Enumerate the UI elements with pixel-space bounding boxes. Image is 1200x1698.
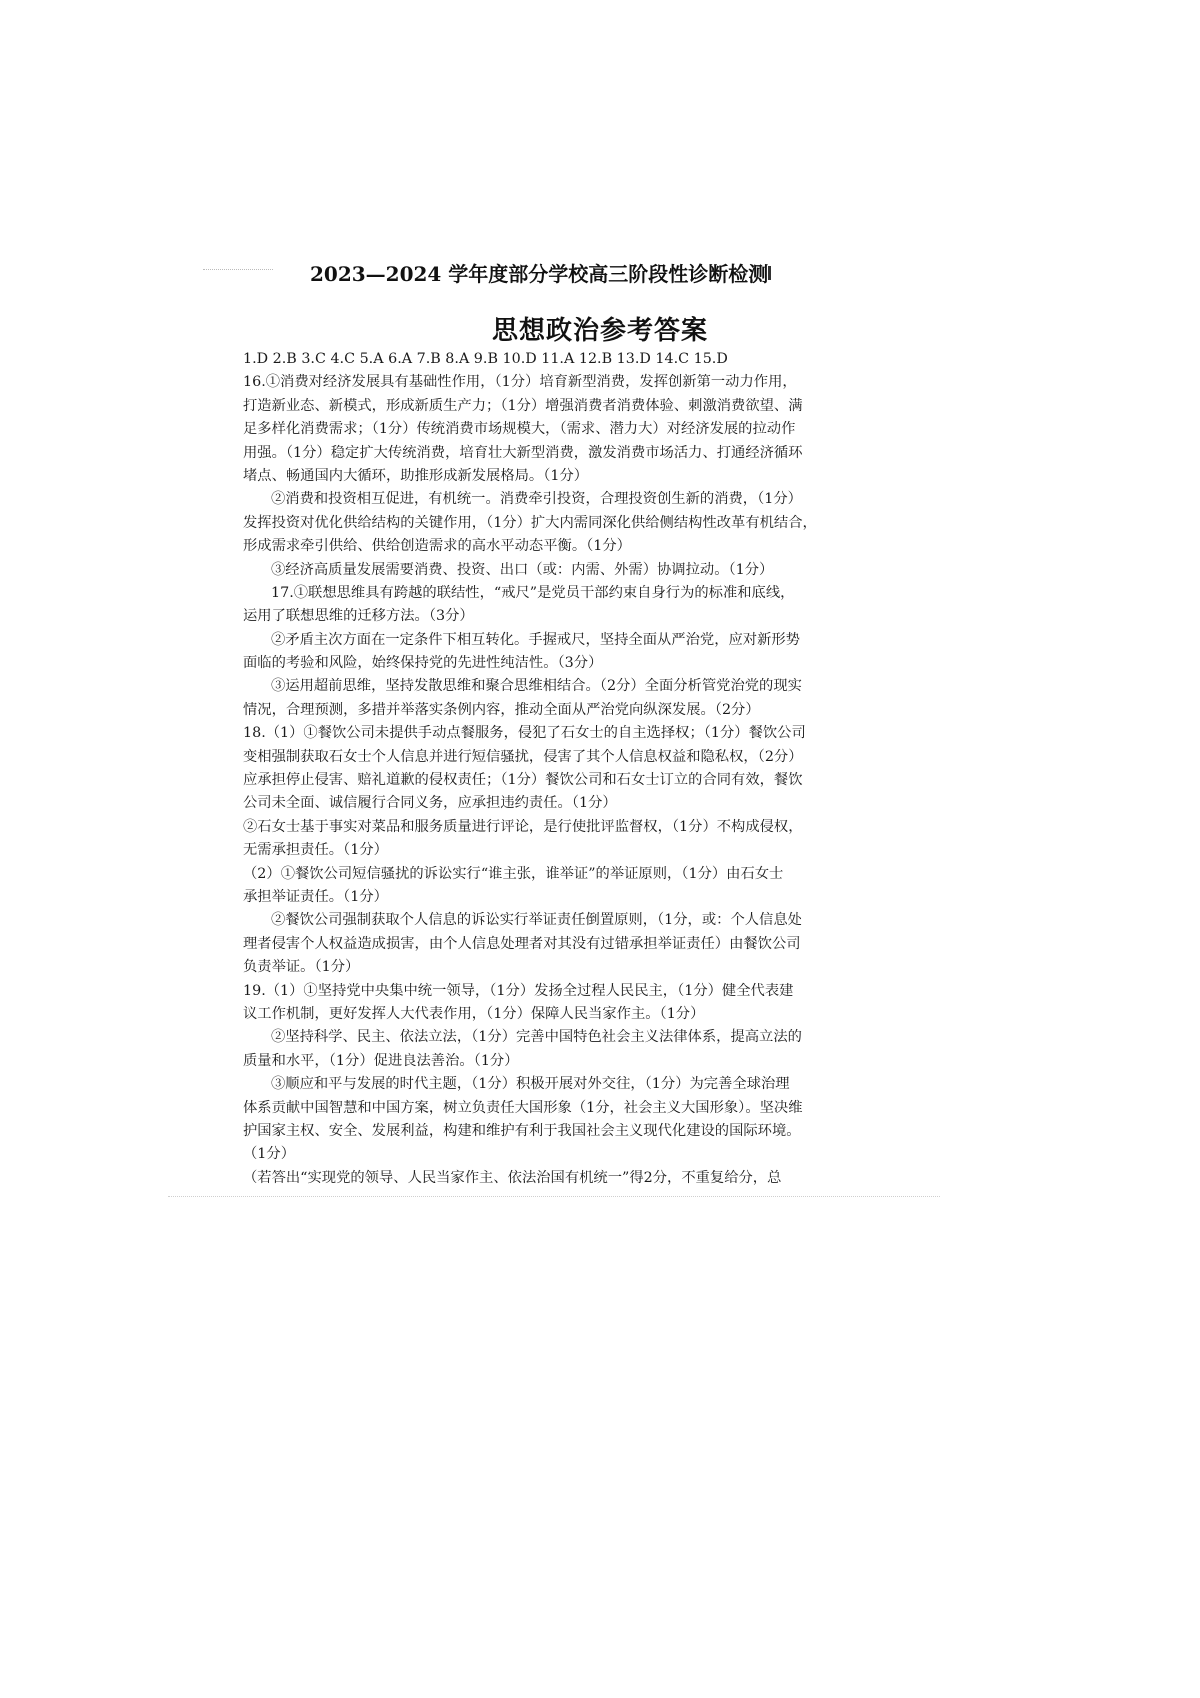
answer-line: 面临的考验和风险，始终保持党的先进性纯洁性。（3分）: [243, 655, 603, 672]
document-subtitle: 思想政治参考答案: [491, 316, 708, 346]
answer-line: ②坚持科学、民主、依法立法，（1分）完善中国特色社会主义法律体系，提高立法的: [271, 1029, 802, 1046]
answer-line: （1分）: [243, 1146, 295, 1163]
answer-line: 发挥投资对优化供给结构的关键作用，（1分）扩大内需同深化供给侧结构性改革有机结合，: [243, 514, 817, 531]
answer-line: ②餐饮公司强制获取个人信息的诉讼实行举证责任倒置原则，（1分，或：个人信息处: [271, 912, 802, 929]
answer-line: 公司未全面、诚信履行合同义务，应承担违约责任。（1分）: [243, 795, 617, 812]
answer-line: 打造新业态、新模式，形成新质生产力；（1分）增强消费者消费体验、刺激消费欲望、满: [243, 397, 803, 414]
answer-line: 应承担停止侵害、赔礼道歉的侵权责任；（1分）餐饮公司和石女士订立的合同有效，餐饮: [243, 772, 803, 789]
answer-line: 1.D 2.B 3.C 4.C 5.A 6.A 7.B 8.A 9.B 10.D 11.A 12.B 13.D 14.C 15.D: [243, 351, 728, 367]
answer-line: 用强。（1分）稳定扩大传统消费，培育壮大新型消费，激发消费市场活力、打通经济循环: [243, 444, 803, 461]
scan-mark: [768, 266, 771, 280]
answer-line: 情况，合理预测，多措并举落实条例内容，推动全面从严治党向纵深发展。（2分）: [243, 701, 760, 718]
answer-line: 护国家主权、安全、发展利益，构建和维护有利于我国社会主义现代化建设的国际环境。: [243, 1122, 801, 1139]
document-title: 2023—2024 学年度部分学校高三阶段性诊断检测: [310, 262, 769, 286]
answer-line: ③顺应和平与发展的时代主题，（1分）积极开展对外交往，（1分）为完善全球治理: [271, 1076, 790, 1093]
answer-body: [243, 348, 863, 1190]
answer-line: 19.（1）①坚持党中央集中统一领导，（1分）发扬全过程人民民主，（1分）健全代表建: [243, 982, 794, 999]
answer-line: 16.①消费对经济发展具有基础性作用，（1分）培育新型消费，发挥创新第一动力作用，: [243, 374, 797, 391]
answer-line: ②消费和投资相互促进，有机统一。消费牵引投资，合理投资创生新的消费，（1分）: [271, 491, 802, 508]
answer-line: 理者侵害个人权益造成损害，由个人信息处理者对其没有过错承担举证责任）由餐饮公司: [243, 935, 801, 952]
answer-line: 运用了联想思维的迁移方法。（3分）: [243, 608, 474, 625]
answer-line: （若答出“实现党的领导、人民当家作主、依法治国有机统一”得2分，不重复给分，总: [243, 1169, 782, 1186]
answer-line: 质量和水平，（1分）促进良法善治。（1分）: [243, 1052, 519, 1069]
answer-line: ③经济高质量发展需要消费、投资、出口（或：内需、外需）协调拉动。（1分）: [271, 561, 774, 578]
answer-line: 体系贡献中国智慧和中国方案，树立负责任大国形象（1分，社会主义大国形象）。坚决维: [243, 1099, 803, 1116]
answer-line: ③运用超前思维，坚持发散思维和聚合思维相结合。（2分）全面分析管党治党的现实: [271, 678, 802, 695]
answer-line: 议工作机制，更好发挥人大代表作用，（1分）保障人民当家作主。（1分）: [243, 1005, 705, 1022]
answer-line: 承担举证责任。（1分）: [243, 888, 388, 905]
answer-line: ②矛盾主次方面在一定条件下相互转化。手握戒尺，坚持全面从严治党，应对新形势: [271, 631, 800, 648]
answer-line: （2）①餐饮公司短信骚扰的诉讼实行“谁主张，谁举证”的举证原则，（1分）由石女士: [243, 865, 784, 882]
answer-line: 形成需求牵引供给、供给创造需求的高水平动态平衡。（1分）: [243, 538, 631, 555]
answer-line: ②石女士基于事实对菜品和服务质量进行评论，是行使批评监督权，（1分）不构成侵权，: [243, 818, 803, 835]
page-edge-rule: [168, 1196, 940, 1197]
answer-line: 无需承担责任。（1分）: [243, 842, 388, 859]
answer-line: 17.①联想思维具有跨越的联结性，“戒尺”是党员干部约束自身行为的标准和底线，: [271, 584, 795, 601]
answer-line: 负责举证。（1分）: [243, 959, 360, 976]
answer-line: 变相强制获取石女士个人信息并进行短信骚扰，侵害了其个人信息权益和隐私权，（2分）: [243, 748, 803, 765]
answer-line: 足多样化消费需求；（1分）传统消费市场规模大，（需求、潜力大）对经济发展的拉动作: [243, 421, 796, 438]
scan-artifact: [203, 269, 273, 270]
answer-line: 堵点、畅通国内大循环，助推形成新发展格局。（1分）: [243, 467, 589, 484]
answer-line: 18.（1）①餐饮公司未提供手动点餐服务，侵犯了石女士的自主选择权；（1分）餐饮公司: [243, 725, 806, 742]
